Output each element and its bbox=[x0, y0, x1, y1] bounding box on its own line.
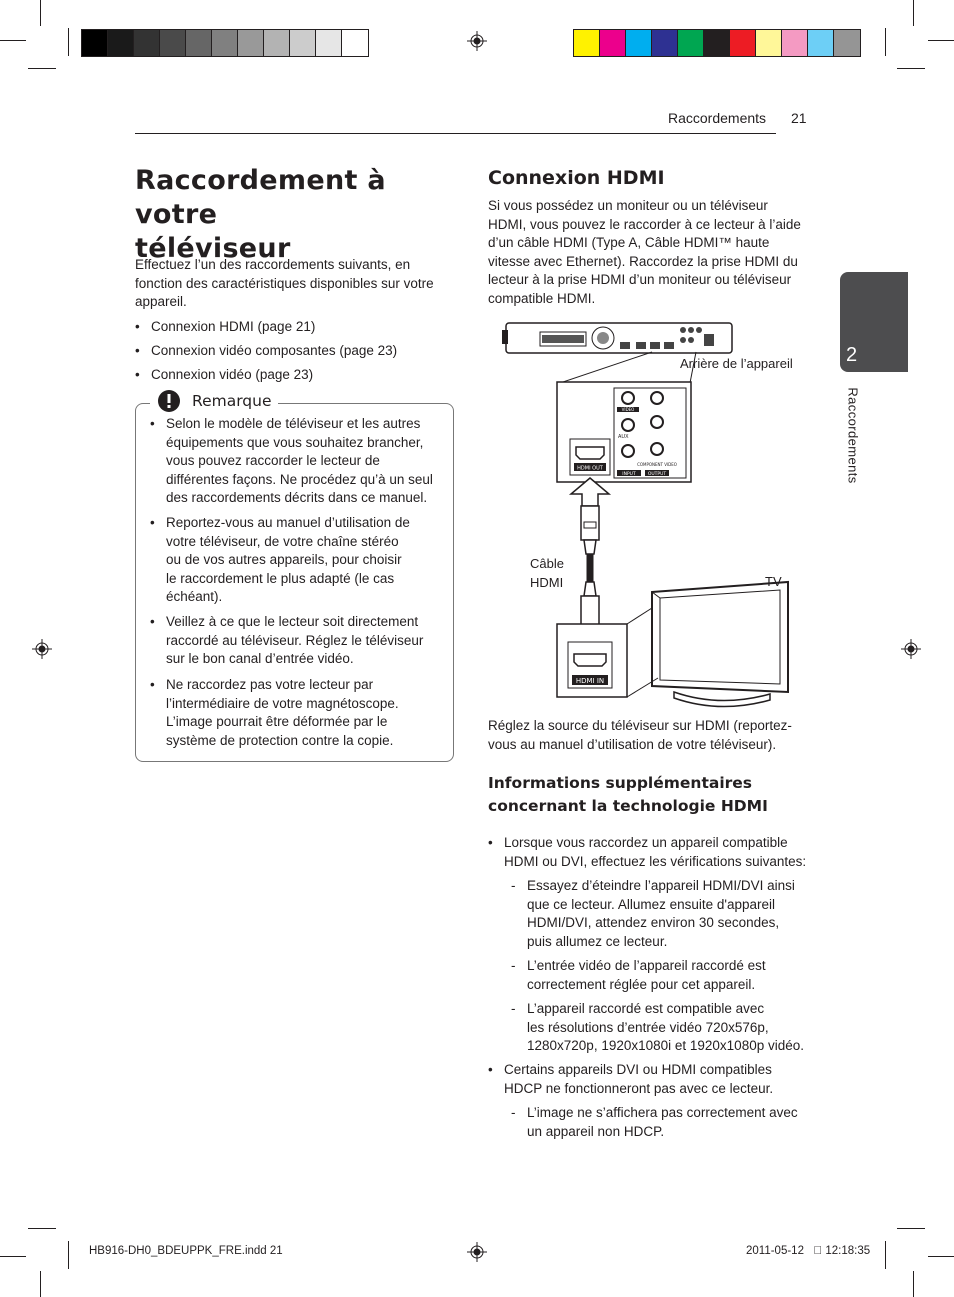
registration-mark-icon bbox=[901, 639, 921, 659]
section-heading: Connexion HDMI bbox=[488, 167, 665, 189]
crop-mark bbox=[0, 1256, 26, 1257]
color-swatch bbox=[212, 30, 238, 56]
color-swatch bbox=[186, 30, 212, 56]
crop-mark bbox=[897, 68, 925, 69]
note-title: Remarque bbox=[192, 392, 272, 410]
note-item: • Ne raccordez pas votre lecteur par l’intermédiaire de votre magnétoscope. L’image pourrait être déformée par le système de protection contre la copie. bbox=[166, 676, 451, 750]
color-swatch bbox=[264, 30, 290, 56]
color-swatch bbox=[600, 30, 626, 56]
svg-text:OUTPUT: OUTPUT bbox=[647, 472, 667, 477]
crop-mark bbox=[897, 1228, 925, 1229]
color-swatch bbox=[316, 30, 342, 56]
crop-mark bbox=[928, 1256, 954, 1257]
hdmi-connection-diagram bbox=[500, 318, 800, 710]
hdmi-after-paragraph: Réglez la source du téléviseur sur HDMI (reportez- vous au manuel d’utilisation de votre téléviseur). bbox=[488, 718, 792, 752]
crop-mark bbox=[40, 0, 41, 26]
exclamation-icon bbox=[156, 389, 182, 413]
header-rule bbox=[135, 133, 776, 134]
note-item: • Selon le modèle de téléviseur et les autres équipements que vous souhaitez brancher, vous pouvez raccorder le lecteur de différentes façons. Ne procédez qu’à un seul des raccordements décrits dans ce manuel. bbox=[166, 415, 451, 508]
color-swatch bbox=[808, 30, 834, 56]
color-swatch bbox=[238, 30, 264, 56]
list-subitem: - L’image ne s’affichera pas correctement avec un appareil non HDCP. bbox=[527, 1104, 827, 1141]
diagram-label-cable: Câble HDMI bbox=[530, 556, 564, 590]
process-color-bar bbox=[573, 29, 861, 57]
chapter-number: 2 bbox=[846, 344, 858, 366]
diagram-label-tv: TV bbox=[765, 574, 782, 589]
page-title: Raccordement à votre téléviseur bbox=[135, 165, 386, 264]
list-item: • Connexion vidéo (page 23) bbox=[151, 366, 313, 385]
crop-mark bbox=[928, 40, 954, 41]
color-swatch bbox=[704, 30, 730, 56]
color-swatch bbox=[134, 30, 160, 56]
color-swatch bbox=[82, 30, 108, 56]
svg-text:HDMI OUT: HDMI OUT bbox=[577, 465, 603, 472]
list-item: • Connexion HDMI (page 21) bbox=[151, 318, 315, 337]
registration-mark-icon bbox=[32, 639, 52, 659]
svg-text:COMPONENT VIDEO: COMPONENT VIDEO bbox=[637, 462, 677, 467]
diagram-label-rear: Arrière de l’appareil bbox=[680, 356, 793, 371]
crop-mark bbox=[885, 1241, 886, 1269]
crop-mark bbox=[68, 1241, 69, 1269]
footer-timestamp: 2011-05-12   12:18:35 bbox=[746, 1245, 871, 1257]
hdmi-paragraph: Si vous possédez un moniteur ou un téléviseur HDMI, vous pouvez le raccorder à ce lecteur à l’aide d’un câble HDMI (Type A, Câble HDMI™ haute vitesse avec Ethernet). Raccordez la prise HDMI du lecteur à la prise HDMI d’un moniteur ou téléviseur compatible HDMI. bbox=[488, 198, 801, 306]
registration-mark-icon bbox=[467, 31, 487, 51]
color-swatch bbox=[756, 30, 782, 56]
svg-text:INPUT: INPUT bbox=[622, 472, 636, 477]
chapter-label: Raccordements bbox=[845, 387, 861, 484]
footer-filename: HB916-DH0_BDEUPPK_FRE.indd 21 bbox=[89, 1245, 283, 1257]
note-item: • Reportez-vous au manuel d’utilisation de votre téléviseur, de votre chaîne stéréo ou de vos autres appareils, pour choisir le raccordement le plus adapté (le cas échéant). bbox=[166, 514, 451, 607]
color-swatch bbox=[626, 30, 652, 56]
note-header bbox=[150, 388, 278, 414]
svg-text:HDMI IN: HDMI IN bbox=[575, 677, 605, 685]
svg-text:VIDEO: VIDEO bbox=[621, 407, 635, 412]
list-item: • Certains appareils DVI ou HDMI compatibles HDCP ne fonctionneront pas avec ce lecteur. bbox=[504, 1061, 824, 1098]
color-swatch bbox=[678, 30, 704, 56]
list-subitem: - L’entrée vidéo de l’appareil raccordé est correctement réglée pour cet appareil. bbox=[527, 957, 827, 994]
color-swatch bbox=[782, 30, 808, 56]
svg-text:AUX: AUX bbox=[618, 434, 629, 440]
intro-paragraph: Effectuez l’un des raccordements suivants, en fonction des caractéristiques disponibles sur votre appareil. bbox=[135, 257, 434, 309]
crop-mark bbox=[40, 1271, 41, 1297]
crop-mark bbox=[885, 28, 886, 56]
color-swatch bbox=[342, 30, 368, 56]
color-swatch bbox=[574, 30, 600, 56]
color-swatch bbox=[160, 30, 186, 56]
crop-mark bbox=[28, 68, 56, 69]
note-item: • Veillez à ce que le lecteur soit directement raccordé au téléviseur. Réglez le téléviseur sur le bon canal d’entrée vidéo. bbox=[166, 613, 451, 669]
crop-mark bbox=[913, 1271, 914, 1297]
crop-mark bbox=[28, 1228, 56, 1229]
registration-mark-icon bbox=[467, 1242, 487, 1262]
color-swatch bbox=[730, 30, 756, 56]
list-item: • Lorsque vous raccordez un appareil compatible HDMI ou DVI, effectuez les vérifications suivantes: bbox=[504, 834, 824, 871]
crop-mark bbox=[913, 0, 914, 26]
color-swatch bbox=[652, 30, 678, 56]
running-header-section: Raccordements bbox=[668, 110, 767, 126]
color-swatch bbox=[834, 30, 860, 56]
color-swatch bbox=[108, 30, 134, 56]
list-subitem: - Essayez d’éteindre l’appareil HDMI/DVI ainsi que ce lecteur. Allumez ensuite d'appareil HDMI/DVI, attendez environ 30 secondes, puis allumez ce lecteur. bbox=[527, 877, 827, 951]
color-swatch bbox=[290, 30, 316, 56]
subsection-heading: Informations supplémentaires concernant la technologie HDMI bbox=[488, 774, 768, 815]
list-item: • Connexion vidéo composantes (page 23) bbox=[151, 342, 397, 361]
gray-color-bar bbox=[81, 29, 369, 57]
page-number: 21 bbox=[791, 110, 807, 126]
crop-mark bbox=[68, 28, 69, 56]
crop-mark bbox=[0, 40, 26, 41]
list-subitem: - L’appareil raccordé est compatible avec les résolutions d’entrée vidéo 720x576p, 1280x720p, 1920x1080i et 1920x1080p vidéo. bbox=[527, 1000, 827, 1056]
